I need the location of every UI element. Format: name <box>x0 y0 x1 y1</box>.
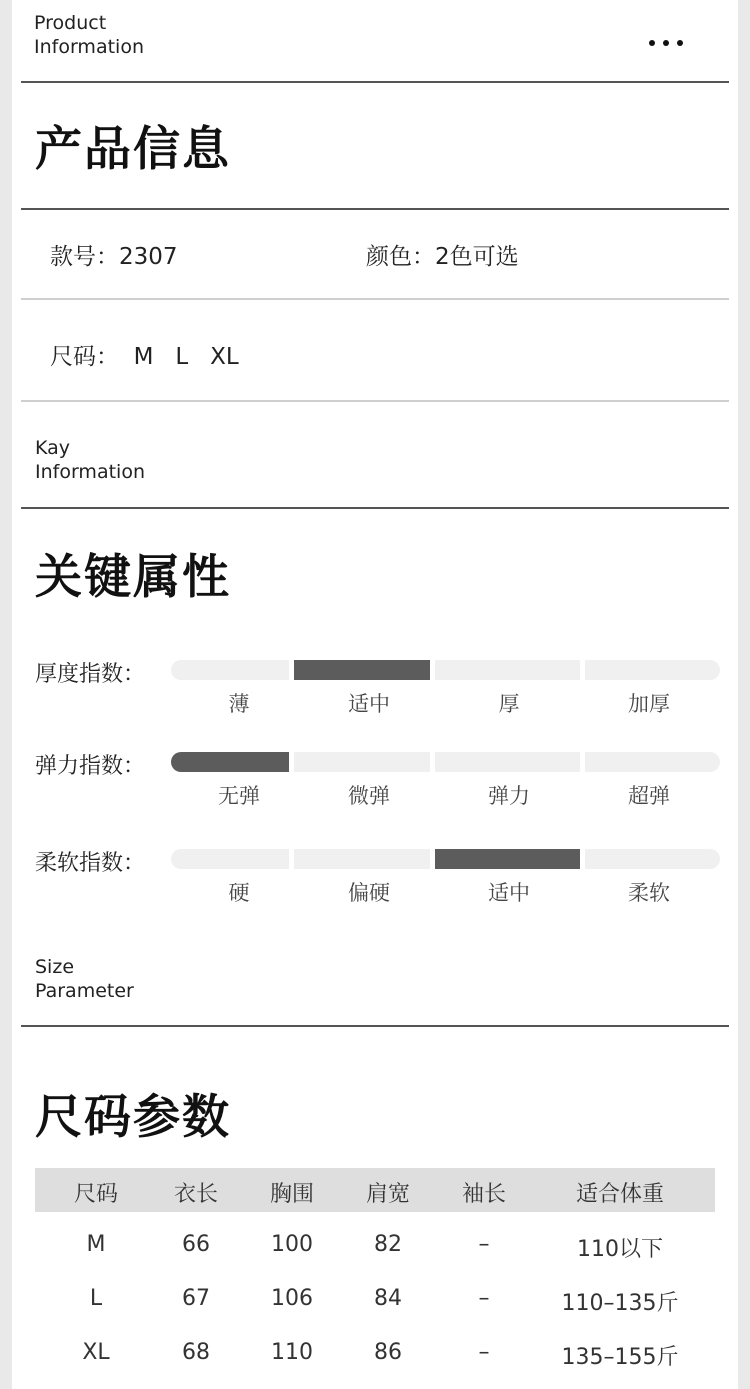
index-segment-selected <box>435 849 580 869</box>
key-information-label <box>35 436 145 484</box>
index-option-label: 适中 <box>348 692 390 716</box>
divider <box>21 400 729 402</box>
table-cell: M <box>86 1232 106 1257</box>
table-cell: 82 <box>374 1232 402 1257</box>
more-horizontal-icon[interactable] <box>649 40 683 46</box>
index-option-label: 柔软 <box>628 881 670 905</box>
index-segment <box>435 752 580 772</box>
en-label-line1: Product <box>34 12 107 34</box>
index-segment <box>294 849 430 869</box>
size-parameter-title: 尺码参数 <box>35 1090 231 1145</box>
table-cell: 66 <box>182 1232 210 1257</box>
index-segment <box>171 660 289 680</box>
index-segment <box>171 849 289 869</box>
size-options: 尺码： M L XL <box>50 344 239 370</box>
index-option-label: 厚 <box>498 692 520 716</box>
index-segment-selected <box>171 752 289 772</box>
index-option-label: 弹力 <box>488 784 530 808</box>
divider <box>21 81 729 83</box>
index-segment <box>294 752 430 772</box>
divider <box>21 298 729 300</box>
product-information-label <box>34 11 144 59</box>
product-info-title: 产品信息 <box>35 122 231 177</box>
table-header-cell: 肩宽 <box>365 1182 410 1207</box>
index-segment <box>585 849 720 869</box>
table-header-cell: 胸围 <box>269 1182 314 1207</box>
table-cell: – <box>478 1340 490 1365</box>
table-cell: 110 <box>271 1340 313 1365</box>
table-cell: 67 <box>182 1286 210 1311</box>
index-option-label: 无弹 <box>218 784 260 808</box>
table-cell: 110以下 <box>577 1237 663 1262</box>
table-cell: – <box>478 1232 490 1257</box>
table-cell: – <box>478 1286 490 1311</box>
index-label: 柔软指数： <box>35 851 146 876</box>
en-label-line1: Size <box>35 956 75 978</box>
index-option-label: 微弹 <box>348 784 390 808</box>
table-header-cell: 袖长 <box>461 1182 506 1207</box>
index-segment <box>585 660 720 680</box>
en-label-line2: Information <box>34 36 144 58</box>
table-cell: 86 <box>374 1340 402 1365</box>
divider <box>21 208 729 210</box>
index-option-label: 薄 <box>228 692 250 716</box>
index-segment <box>435 660 580 680</box>
en-label-line1: Kay <box>35 437 71 459</box>
index-segment-selected <box>294 660 430 680</box>
key-attributes-title: 关键属性 <box>35 550 231 605</box>
index-label: 弹力指数： <box>35 754 146 779</box>
table-cell: 106 <box>271 1286 313 1311</box>
table-cell: 68 <box>182 1340 210 1365</box>
index-segment <box>585 752 720 772</box>
table-cell: 135–155斤 <box>561 1345 679 1370</box>
index-option-label: 适中 <box>488 881 530 905</box>
divider <box>21 1025 729 1027</box>
index-option-label: 偏硬 <box>348 881 390 905</box>
index-option-label: 超弹 <box>628 784 670 808</box>
index-label: 厚度指数： <box>35 662 146 687</box>
table-cell: XL <box>82 1340 110 1365</box>
table-header-cell: 尺码 <box>73 1182 118 1207</box>
style-number: 款号：2307 <box>50 244 178 270</box>
table-header-cell: 适合体重 <box>575 1182 664 1207</box>
size-parameter-label <box>35 955 134 1003</box>
table-cell: L <box>89 1286 103 1311</box>
en-label-line2: Parameter <box>35 980 134 1002</box>
index-option-label: 硬 <box>228 881 250 905</box>
color-options: 颜色：2色可选 <box>366 244 519 270</box>
en-label-line2: Information <box>35 461 145 483</box>
table-cell: 100 <box>271 1232 313 1257</box>
table-cell: 84 <box>374 1286 402 1311</box>
page-sheet <box>12 0 738 1389</box>
table-cell: 110–135斤 <box>561 1291 679 1316</box>
index-option-label: 加厚 <box>628 692 670 716</box>
divider <box>21 507 729 509</box>
table-header-cell: 衣长 <box>173 1182 218 1207</box>
